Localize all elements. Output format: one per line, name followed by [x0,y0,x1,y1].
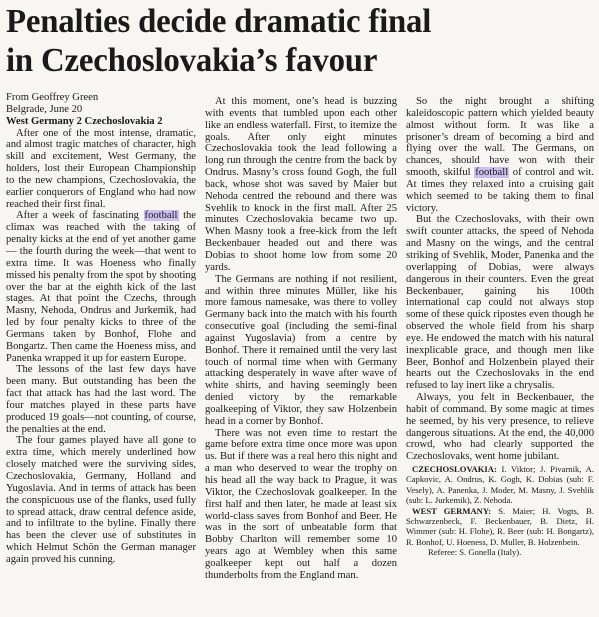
paragraph-10: Always, you felt in Beckenbauer, the habit of command. By some magic at times he seemed, by his very presence, to relieve dangerous situations. At the end, the 40,000 crowd, who had clearly supported the Czechoslovaks, went home jubilant. [406,392,594,463]
paragraph-9: But the Czechoslovaks, with their own swift counter attacks, the speed of Nehoda and Masny on the wings, and the central striking of Svehlik, Moder, Panenka and the overlapping of Dobias, were always dangerous in their counters. Even the great Beckenbauer, gaining his 100th international cap could not always stop some of these quick ripostes even though he observed the whole field from his sharp eye. He endowed the match with his natural inexplicable grace, and though men like Beer, Bonhof and Holzenbein played their hearts out the Czechoslovaks in the end refused to lay inert like a chrysalis. [406,214,594,392]
byline-dateline: Belgrade, June 20 [6,103,83,115]
paragraph-8-start: So the night brought a shifting kaleidoscopic pattern which yielded beauty almost without form. It was like a prisoner’s dream of becoming a bird and flying over the wall. The Germans, on chances, should have won with their smooth, skilful [406,96,594,179]
paragraph-6: The Germans are nothing if not resilient, and within three minutes Müller, like his more famous namesake, was there to volley Germany back into the match with his fourth consecutive goal (including the semi-final against Yugoslavia) from a centre by Bonhof. There it remained until the very last touch of normal time when with Germany attacking desperately in wave after wave of white shirts, and having seemingly been denied victory by the remarkable goalkeeping of Viktor, they saw Holzenbein head in a corner by Bonhof. [205,273,397,427]
paragraph-8-end: of control and wit. At times they relaxed into a cruising gait which seemed to be taking them to final victory. [406,167,594,214]
match-result: West Germany 2 Czechoslovakia 2 [6,115,163,127]
paragraph-5: At this moment, one’s head is buzzing with events that tumbled upon each other like an endless waterfall. First, to itemize the goals. After only eight minutes Czechoslovakia took the lead following a long run through the centre from the back by Ondrus. Masny’s cross found Gogh, the full back, whose shot was saved by Maier but Nehoda centred the rebound and there was Svehlik to knock in the first mall. After 25 minutes Czechoslovakia became two up. When Masny took a free-kick from the left Beckenbauer headed out and there was Dobias to shoot home low from some 20 yards. [205,96,397,273]
referee: Referee: S. Gonella (Italy). [428,546,522,557]
paragraph-7: There was not even time to restart the game before extra time once more was upon us. But if there was a real hero this night and a man who deserved to wear the trophy on his head all the way back to Prague, it was Viktor, the Czechoslovak goalkeeper. In the first half and then later, he made at least six world-class saves from Bonhof and Beer. He was in the sort of unbeatable form that Bobby Charlton will remember some 10 years ago at Wembley when this same goalkeeper kept out half a dozen thunderbolts from the England man. [205,427,397,581]
column-1 [6,92,196,566]
paragraph-4: The four games played have all gone to extra time, which merely underlined how closely matched were the surviving sides, Czechoslovakia, Germany, Holland and Yugoslavia. And in terms of attack has been the conspicuous use of the flanks, used fully to spread attack, draw central defence aside, and to infiltrate to the byline. Finally there has been the clever use of substitutes in which Helmut Schön the German manager again proved his cunning. [6,435,196,565]
headline-line-1: Penalties decide dramatic final [6,3,432,40]
highlighted-word: football [475,167,509,179]
paragraph-2-start: After a week of fascinating [16,210,144,222]
lineup-west-germany [406,506,594,547]
paragraph-8 [406,96,594,214]
highlighted-word: football [144,210,178,222]
team-label-czechoslovakia: CZECHOSLOVAKIA: [412,464,497,475]
lineup-czechoslovakia [406,464,594,505]
team-players-west-germany: S. Maier; H. Vogts, B. Schwarzenbeck, F. Beckenbauer, B. Dietz, H. Wimmer (sub: H. Flohe), R. Beer (sub: H. Bongartz), R. Bonhof, U. Hoeness, D. Muller, B. Holzenbein. [406,505,594,547]
byline-author: From Geoffrey Green [6,92,99,103]
team-label-west-germany: WEST GERMANY: [412,505,492,516]
paragraph-1: After one of the most intense, dramatic, and almost tragic matches of character, high skill and excitement, West Germany, the holders, lost their European Championship to the new champions, Czechoslovakia, the earlier conquerors of England who had now reached their first final. [6,127,196,210]
paragraph-2 [6,210,196,364]
headline-line-2: in Czechoslovakia’s favour [6,42,378,79]
headline [6,2,584,80]
paragraph-3: The lessons of the last few days have been many. But outstanding has been the fact that attack has had the last word. The four matches played in these parts have produced 19 goals—not counting, of course, the penalties at the end. [6,364,196,435]
column-3 [406,96,594,557]
column-2 [205,96,397,582]
paragraph-2-end: the climax was reached with the taking of penalty kicks at the end of yet another game— the fourth during the week—that went to extra time. It was Hoeness who finally missed his penalty from the spot by shooting over the bar at the eighth kick of the last stages. At that point the Czechs, through Masny, Nehoda, Ondrus and Jurkemik, had led by four penalty kicks to three of the Germans taken by Bonhof, Flohe and Bongartz. Then came the Hoeness miss, and Panenka wrapped it up for eastern Europe. [6,210,197,364]
team-players-czechoslovakia: I. Viktor; J. Pivarnik, A. Capkovic, A. Ondrus, K. Gogh, K. Dobias (sub: F. Vesely), A. Panenka, J. Moder, M. Masny, J. Svehlik (sub: L. Jurkemik), Z. Nehoda. [406,464,594,505]
